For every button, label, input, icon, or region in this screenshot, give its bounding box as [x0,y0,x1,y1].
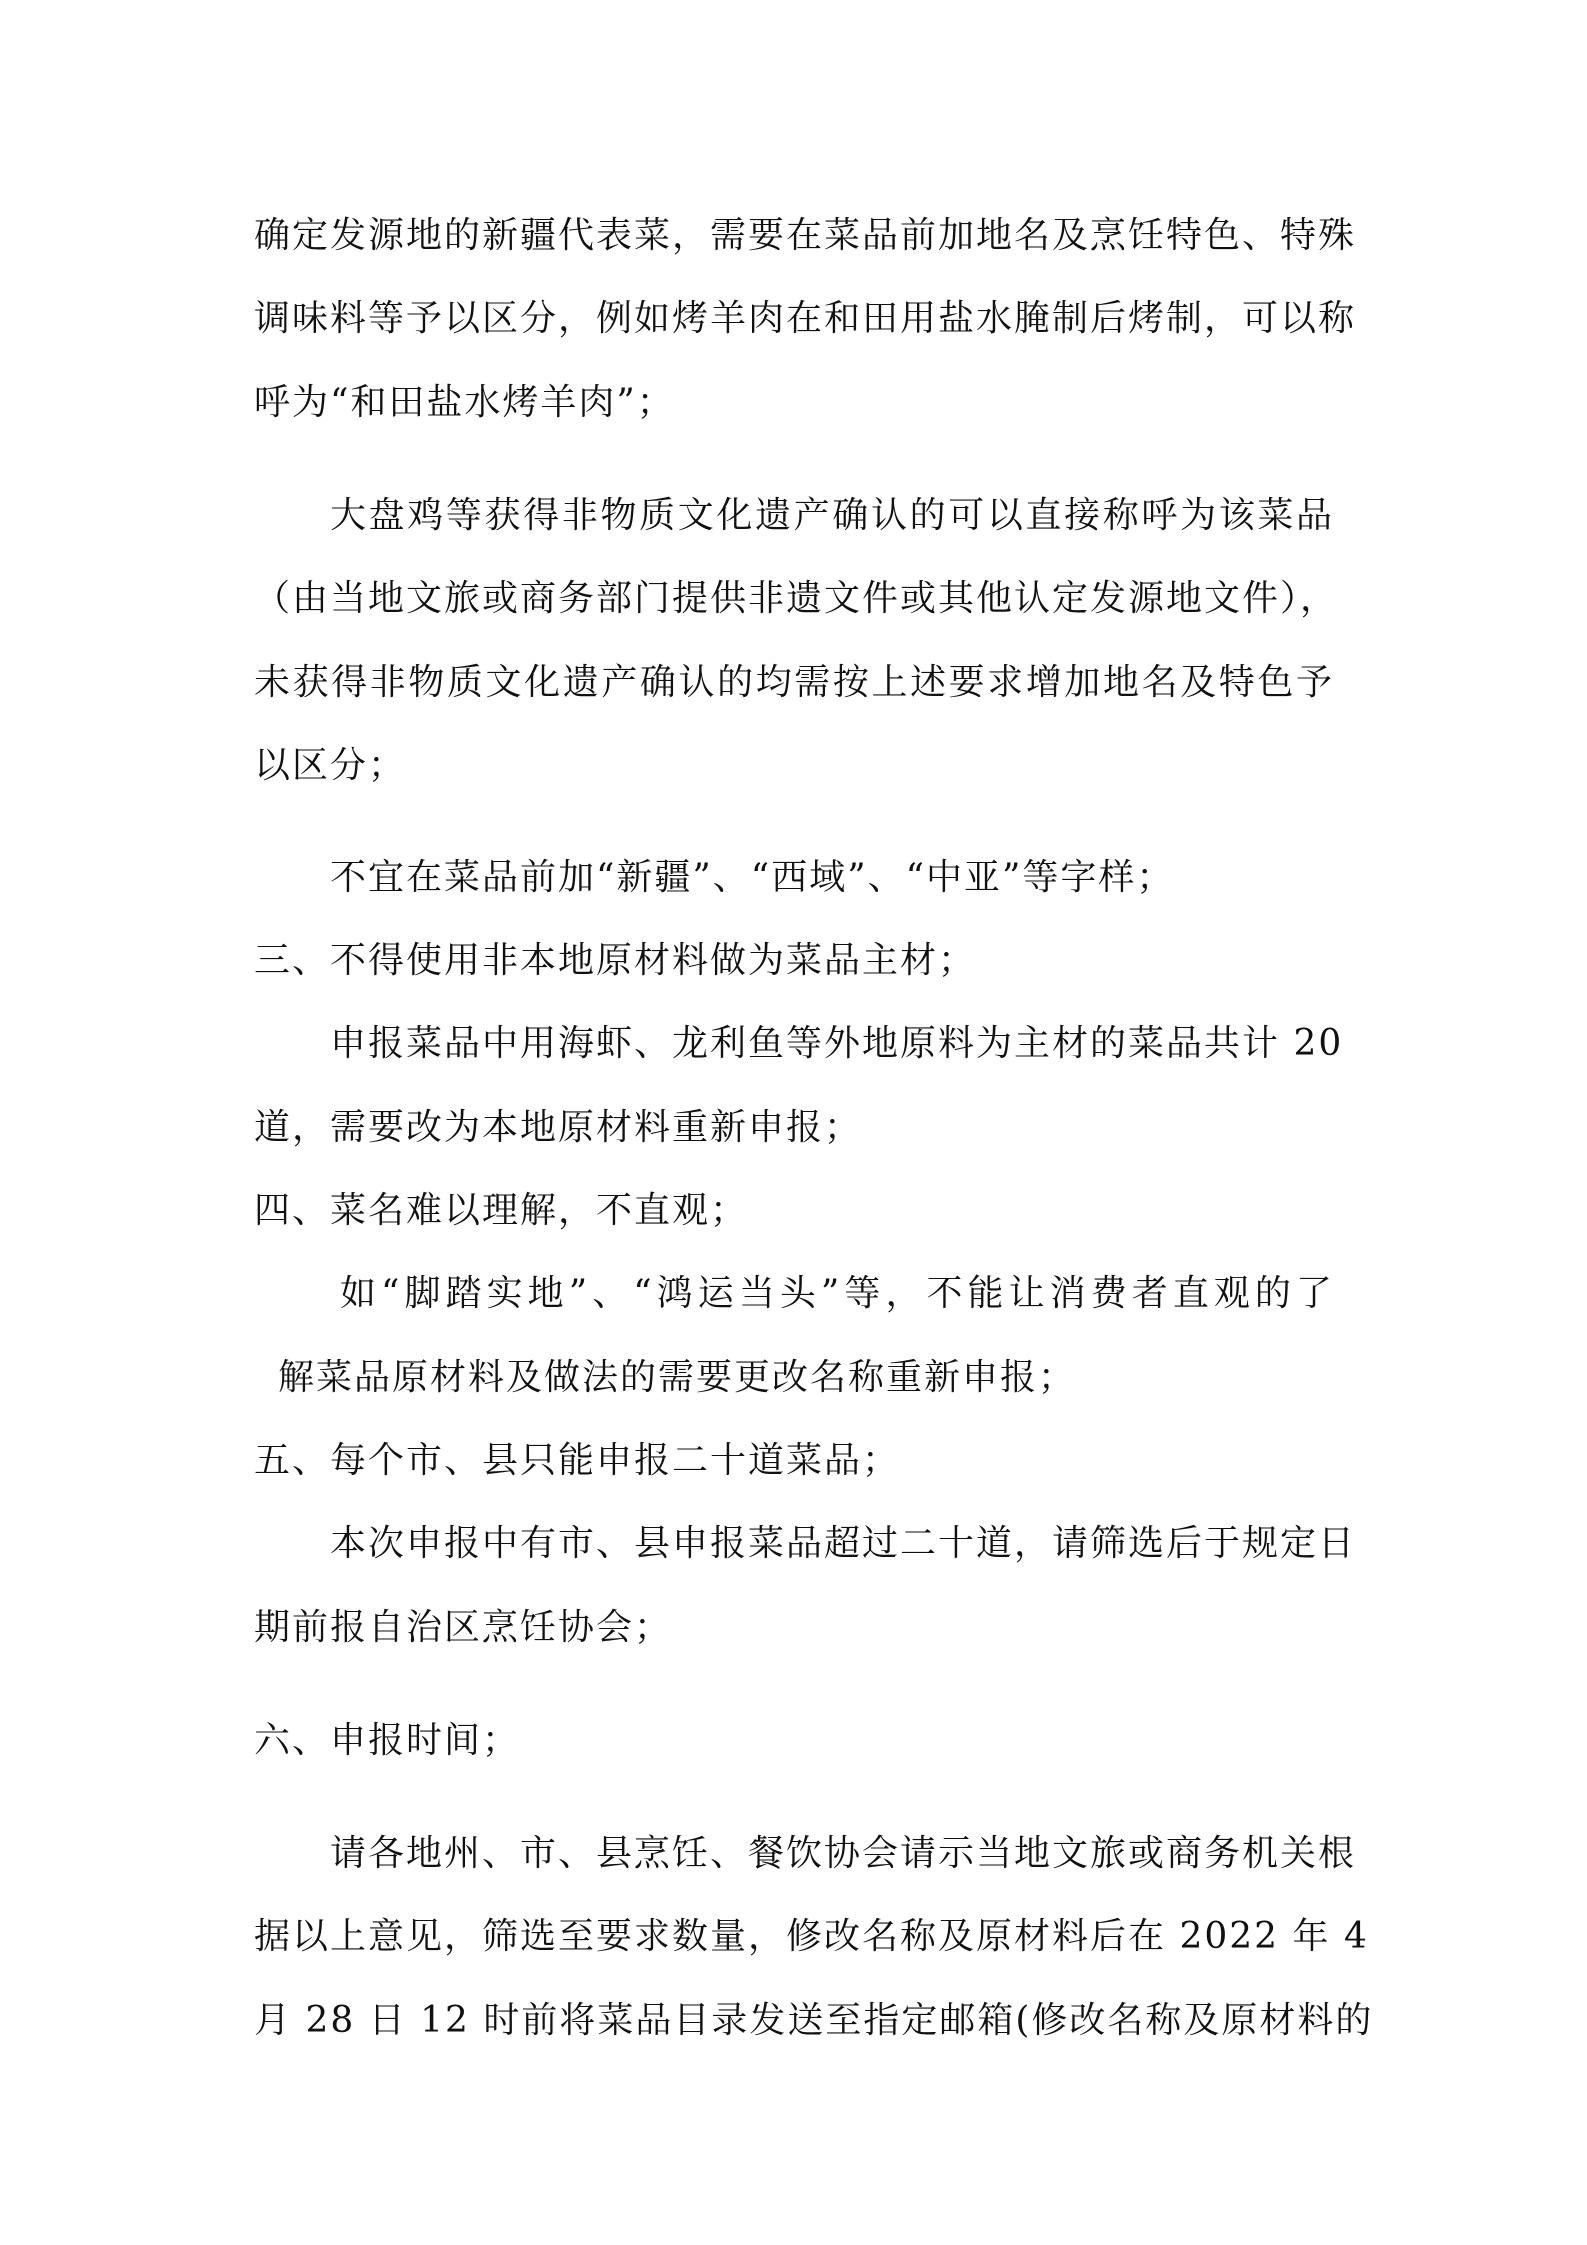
section-heading: 四、菜名难以理解，不直观； [254,1190,749,1231]
body-text-line: 以区分； [254,745,407,786]
body-text-line: 月 28 日 12 时前将菜品目录发送至指定邮箱(修改名称及原材料的 [254,2000,1374,2041]
body-text-line: 期前报自治区烹饪协会； [254,1607,673,1648]
body-text-line: （由当地文旅或商务部门提供非遗文件或其他认定发源地文件）， [254,578,1339,619]
body-text-line: 不宜在菜品前加“新疆”、“西域”、“中亚”等字样； [330,857,1175,898]
body-text-line: 本次申报中有市、县申报菜品超过二十道，请筛选后于规定日 [330,1523,1357,1564]
body-text-line: 未获得非物质文化遗产确认的均需按上述要求增加地名及特色予 [254,662,1334,703]
body-text-line: 道，需要改为本地原材料重新申报； [254,1107,863,1148]
body-text-line: 请各地州、市、县烹饪、餐饮协会请示当地文旅或商务机关根 [330,1833,1357,1874]
body-text-line: 申报菜品中用海虾、龙利鱼等外地原料为主材的菜品共计 20 [330,1023,1344,1064]
section-heading: 六、申报时间； [254,1720,521,1761]
body-text-line: 确定发源地的新疆代表菜，需要在菜品前加地名及烹饪特色、特殊 [254,215,1357,256]
body-text-line: 据以上意见，筛选至要求数量，修改名称及原材料后在 2022 年 4 [254,1916,1369,1957]
body-text-line: 调味料等予以区分，例如烤羊肉在和田用盐水腌制后烤制，可以称 [254,298,1357,339]
body-text-line: 大盘鸡等获得非物质文化遗产确认的可以直接称呼为该菜品 [330,495,1334,536]
section-heading: 三、不得使用非本地原材料做为菜品主材； [254,940,977,981]
body-text-line: 如“脚踏实地”、“鸿运当头”等，不能让消费者直观的了 [340,1273,1334,1314]
body-text-line: 呼为“和田盐水烤羊肉”； [254,382,675,423]
section-heading: 五、每个市、县只能申报二十道菜品； [254,1440,901,1481]
body-text-line: 解菜品原材料及做法的需要更改名称重新申报； [278,1357,1077,1398]
